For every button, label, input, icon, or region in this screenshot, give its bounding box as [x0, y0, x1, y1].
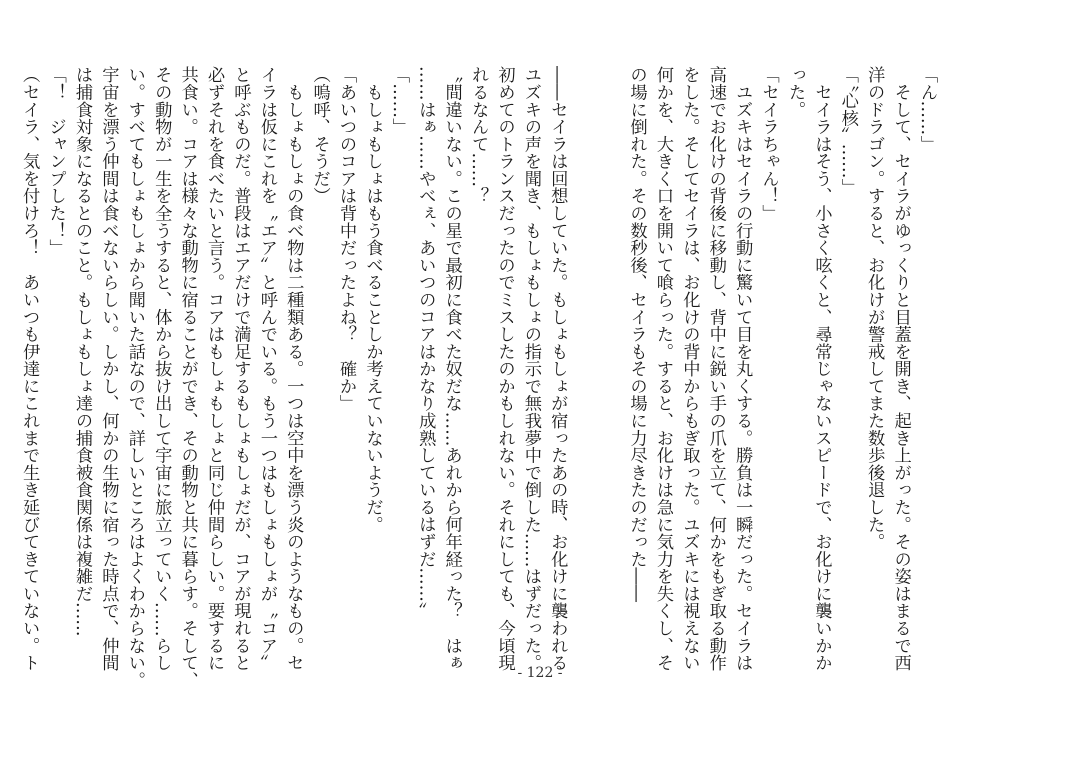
text-line: と呼ぶものだ。普段はエアだけで満足するもしょもしょだが、コアが現れると — [230, 66, 251, 672]
text-line: ユズキの声を聞き、もしょもしょの指示で無我夢中で倒した……はずだった。 — [520, 66, 541, 672]
text-line: れるなんて……？ — [468, 66, 489, 205]
text-line: 「！ ジャンプした！」 — [45, 66, 66, 257]
text-line: ――セイラは回想していた。もしょもしょが宿ったあの時、お化けに襲われる — [547, 66, 568, 672]
text-line: の場に倒れた。その数秒後、セイラもその場に力尽きたのだった―― — [626, 66, 647, 602]
page-number: - 122 - — [517, 665, 563, 681]
text-line: 〝間違いない。この星で最初に食べた奴だな……あれから何年経った？ はぁ — [441, 66, 462, 672]
text-line — [570, 66, 596, 651]
text-line: 何かを、大きく口を開いて喰らった。すると、お化けは急に気力を失くし、そ — [652, 66, 673, 672]
text-line: 洋のドラゴン。すると、お化けが警戒してまた数歩後退した。 — [864, 66, 885, 551]
text-line: 必ずそれを食べたいと言う。コアはもしょもしょと同じ仲間らしい。要するに — [204, 66, 225, 672]
text-line: い。すべてもしょもしょから聞いた話なので、詳しいところはよくわからない。 — [124, 66, 145, 689]
text-line: ……はぁ……やべぇ、あいつのコアはかなり成熟しているはずだ……〟 — [415, 66, 436, 620]
text-line: 宇宙を漂う仲間は食べないらしい。しかし、何かの生物に宿った時点で、仲間 — [98, 66, 119, 672]
text-line — [597, 66, 623, 651]
text-line: 「〝心核〟……」 — [837, 66, 858, 196]
text-line: （嗚呼、そうだ） — [309, 66, 330, 205]
text-line: 「ん……」 — [917, 66, 937, 153]
text-line: （セイラ、気を付けろ！ あいつも伊達にこれまで生き延びてきていない。ト — [19, 66, 40, 672]
text-line: 「……」 — [388, 66, 409, 136]
text-line: 共食い。コアは様々な動物に宿ることができ、その動物と共に暮らす。そして、 — [177, 66, 198, 689]
text-line: 高速でお化けの背後に移動し、背中に鋭い手の爪を立て、何かをもぎ取る動作 — [705, 66, 726, 672]
text-line: をした。そしてセイラは、お化けの背中からもぎ取った。ユズキには視えない — [679, 66, 700, 672]
text-line: その動物が一生を全うすると、体から抜け出して宇宙に旅立っていく……らし — [151, 66, 172, 672]
text-line: そして、セイラがゆっくりと目蓋を開き、起き上がった。その姿はまるで西 — [890, 66, 911, 672]
text-line: イラは仮にこれを〝エア〟と呼んでいる。もう一つはもしょもしょが〝コア〟 — [256, 66, 277, 672]
text-line: 「あいつのコアは背中だったよね？ 確か」 — [336, 66, 357, 412]
text-line: 初めてのトランスだったのでミスしたのかもしれない。それにしても、今頃現 — [494, 66, 515, 672]
text-line: は捕食対象になるとのこと。もしょもしょ達の捕食被食関係は複雑だ…… — [72, 66, 92, 637]
text-line: もしょもしょの食べ物は二種類ある。一つは空中を漂う炎のようなもの。セ — [283, 66, 304, 672]
text-line: もしょもしょはもう食べることしか考えていないようだ。 — [362, 66, 383, 533]
text-line: 「セイラちゃん！」 — [758, 66, 779, 222]
text-line: セイラはそう、小さく呟くと、尋常じゃないスピードで、お化けに襲いかか — [811, 66, 832, 672]
text-line: ユズキはセイラの行動に驚いて目を丸くする。勝負は一瞬だった。セイラは — [732, 66, 753, 672]
text-line: った。 — [784, 66, 805, 118]
